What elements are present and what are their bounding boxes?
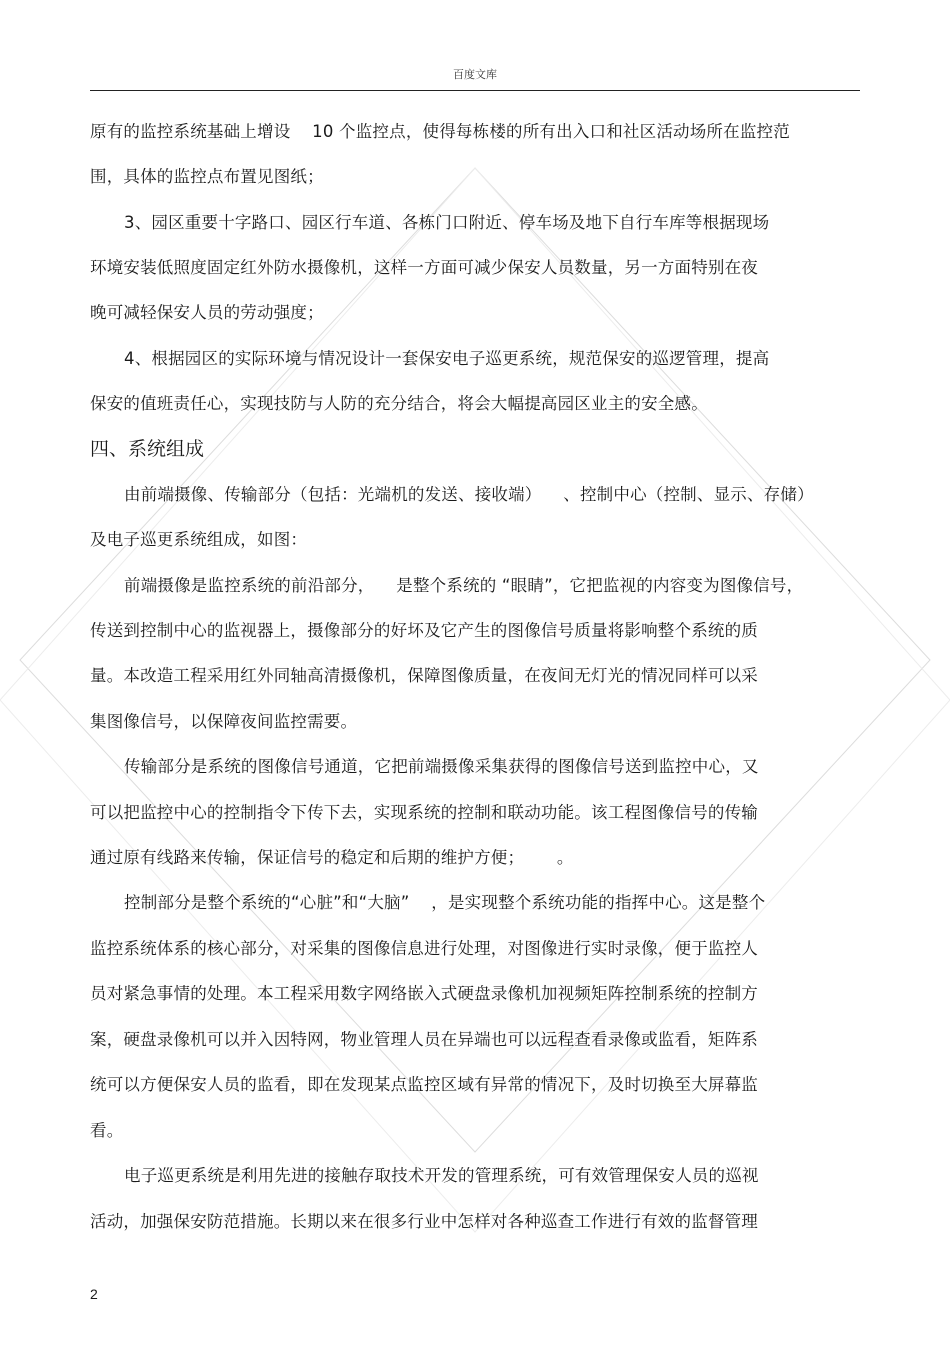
body-line-17: 通过原有线路来传输，保证信号的稳定和后期的维护方便； 。 (90, 848, 574, 867)
body-line-9: 由前端摄像、传输部分（包括：光端机的发送、接收端） 、控制中心（控制、显示、存储） (124, 485, 814, 504)
body-line-3: 3、园区重要十字路口、园区行车道、各栋门口附近、停车场及地下自行车库等根据现场 (124, 213, 770, 232)
body-line-14: 集图像信号，以保障夜间监控需要。 (90, 712, 358, 731)
body-line-23: 看。 (90, 1121, 124, 1140)
body-line-19: 监控系统体系的核心部分，对采集的图像信息进行处理，对图像进行实时录像，便于监控人 (90, 939, 758, 958)
body-line-12: 传送到控制中心的监视器上，摄像部分的好坏及它产生的图像信号质量将影响整个系统的质 (90, 621, 758, 640)
body-line-18: 控制部分是整个系统的“心脏”和“大脑” ，是实现整个系统功能的指挥中心。这是整个 (124, 893, 766, 912)
page-number: 2 (90, 1286, 98, 1302)
body-line-2: 围，具体的监控点布置见图纸； (90, 167, 324, 186)
body-line-1: 原有的监控系统基础上增设 10 个监控点，使得每栋楼的所有出入口和社区活动场所在监控范 (90, 122, 790, 141)
body-line-25: 活动，加强保安防范措施。长期以来在很多行业中怎样对各种巡查工作进行有效的监督管理 (90, 1212, 758, 1231)
body-line-13: 量。本改造工程采用红外同轴高清摄像机，保障图像质量，在夜间无灯光的情况同样可以采 (90, 666, 758, 685)
body-line-6: 4、根据园区的实际环境与情况设计一套保安电子巡更系统，规范保安的巡逻管理，提高 (124, 349, 770, 368)
header-divider (90, 90, 860, 91)
body-line-10: 及电子巡更系统组成，如图： (90, 530, 308, 549)
body-line-20: 员对紧急事情的处理。本工程采用数字网络嵌入式硬盘录像机加视频矩阵控制系统的控制方 (90, 984, 758, 1003)
body-line-24: 电子巡更系统是利用先进的接触存取技术开发的管理系统，可有效管理保安人员的巡视 (124, 1166, 759, 1185)
body-line-7: 保安的值班责任心，实现技防与人防的充分结合，将会大幅提高园区业主的安全感。 (90, 394, 708, 413)
body-line-5: 晚可减轻保安人员的劳动强度； (90, 303, 324, 322)
page-header-title: 百度文库 (453, 68, 497, 81)
section-heading: 四、系统组成 (90, 438, 205, 460)
body-line-16: 可以把监控中心的控制指令下传下去，实现系统的控制和联动功能。该工程图像信号的传输 (90, 803, 758, 822)
body-line-22: 统可以方便保安人员的监看，即在发现某点监控区域有异常的情况下，及时切换至大屏幕监 (90, 1075, 758, 1094)
body-line-21: 案，硬盘录像机可以并入因特网，物业管理人员在异端也可以远程查看录像或监看，矩阵系 (90, 1030, 758, 1049)
body-line-4: 环境安装低照度固定红外防水摄像机，这样一方面可减少保安人员数量，另一方面特别在夜 (90, 258, 758, 277)
body-line-15: 传输部分是系统的图像信号通道，它把前端摄像采集获得的图像信号送到监控中心，又 (124, 757, 759, 776)
body-line-11: 前端摄像是监控系统的前沿部分， 是整个系统的 “眼睛”，它把监视的内容变为图像信号， (124, 576, 804, 595)
